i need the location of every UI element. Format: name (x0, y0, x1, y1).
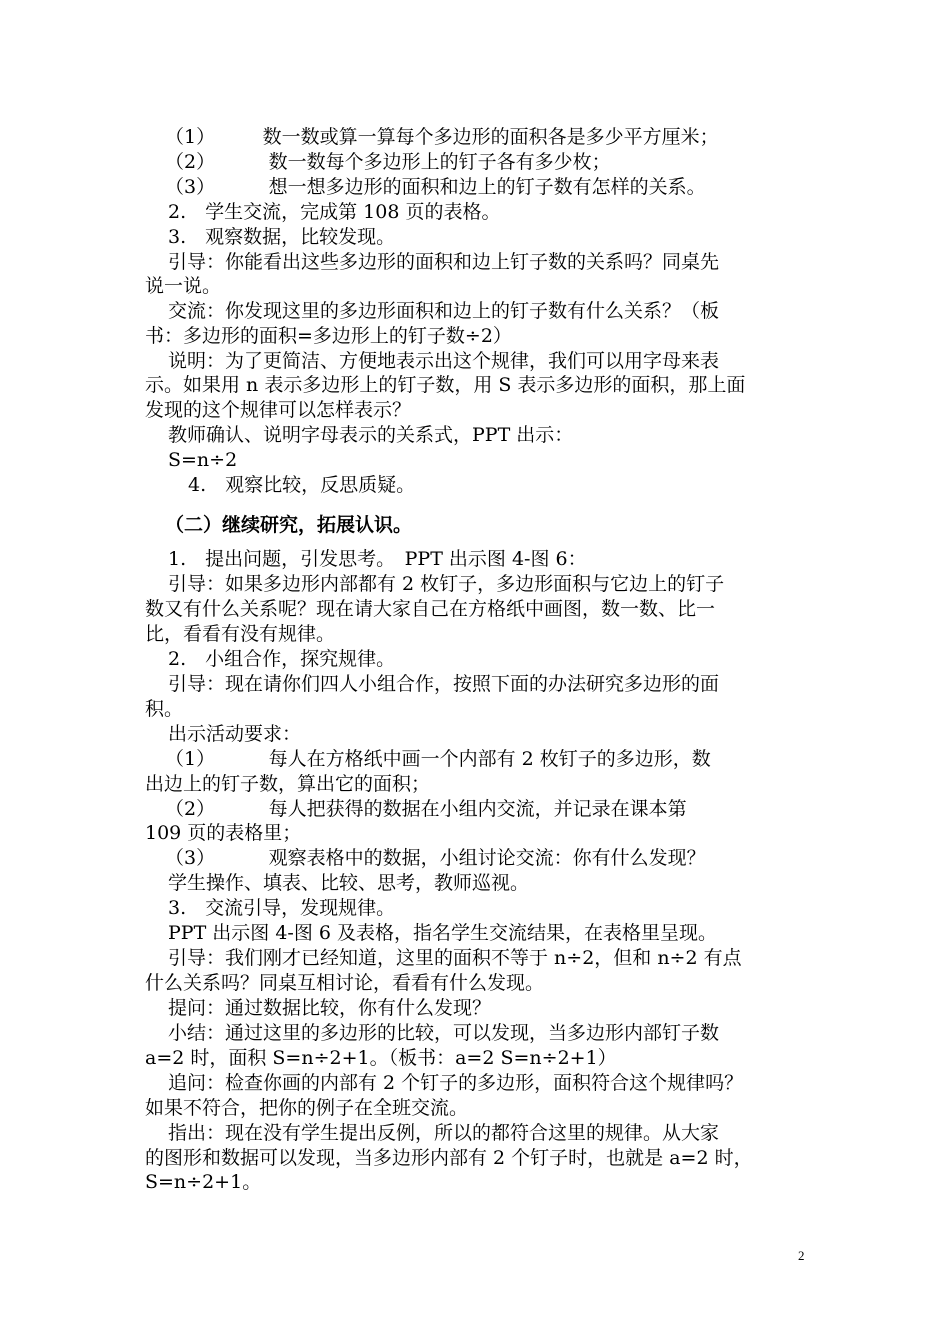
text-line: a=2 时，面积 S=n÷2+1。（板书：a=2 S=n÷2+1） (145, 1047, 617, 1069)
text-line: 追问：检查你画的内部有 2 个钉子的多边形，面积符合这个规律吗？ (168, 1072, 744, 1094)
text-line: 2. 小组合作，探究规律。 (168, 648, 396, 670)
text-line: S=n÷2+1。 (145, 1171, 262, 1193)
text-line: 引导：我们刚才已经知道，这里的面积不等于 n÷2，但和 n÷2 有点 (168, 947, 742, 969)
text-line: （1） 数一数或算一算每个多边形的面积各是多少平方厘米； (165, 126, 719, 148)
text-line: 小结：通过这里的多边形的比较，可以发现，当多边形内部钉子数 (168, 1022, 720, 1044)
text-line: 109 页的表格里； (145, 822, 302, 844)
page-number: 2 (798, 1248, 805, 1263)
text-line: 指出：现在没有学生提出反例，所以的都符合这里的规律。从大家 (168, 1122, 720, 1144)
text-line: S=n÷2 (168, 449, 238, 471)
text-line: 的图形和数据可以发现，当多边形内部有 2 个钉子时，也就是 a=2 时， (145, 1147, 753, 1169)
text-line: 提问：通过数据比较，你有什么发现？ (168, 997, 492, 1019)
text-line: 说明：为了更简洁、方便地表示出这个规律，我们可以用字母来表 (168, 350, 720, 372)
text-line: （1） 每人在方格纸中画一个内部有 2 枚钉子的多边形，数 (165, 748, 711, 770)
text-line: 书：多边形的面积=多边形上的钉子数÷2） (145, 325, 512, 347)
text-line: 引导：如果多边形内部都有 2 枚钉子，多边形面积与它边上的钉子 (168, 573, 725, 595)
text-line: 积。 (145, 698, 184, 720)
text-line: 出示活动要求： (168, 723, 302, 745)
text-line: 数又有什么关系呢？现在请大家自己在方格纸中画图，数一数、比一 (145, 598, 716, 620)
text-line: （2） 数一数每个多边形上的钉子各有多少枚； (165, 151, 611, 173)
text-line: 如果不符合，把你的例子在全班交流。 (145, 1097, 469, 1119)
text-line: （2） 每人把获得的数据在小组内交流，并记录在课本第 (165, 798, 687, 820)
text-line: 学生操作、填表、比较、思考，教师巡视。 (168, 872, 530, 894)
text-line: 什么关系吗？同桌互相讨论，看看有什么发现。 (145, 972, 545, 994)
text-line: 交流：你发现这里的多边形面积和边上的钉子数有什么关系？（板 (168, 300, 720, 322)
text-line: 说一说。 (145, 275, 222, 297)
text-line: 2. 学生交流，完成第 108 页的表格。 (168, 201, 501, 223)
text-line: 教师确认、说明字母表示的关系式，PPT 出示： (168, 424, 574, 446)
text-line: （3） 想一想多边形的面积和边上的钉子数有怎样的关系。 (165, 176, 706, 198)
section-heading: （二）继续研究，拓展认识。 (165, 514, 413, 536)
text-line: 比，看看有没有规律。 (145, 623, 336, 645)
text-line: 1. 提出问题，引发思考。 PPT 出示图 4-图 6： (168, 548, 587, 570)
text-line: 3. 观察数据，比较发现。 (168, 226, 396, 248)
text-line: 引导：你能看出这些多边形的面积和边上钉子数的关系吗？同桌先 (168, 251, 720, 273)
text-line: 引导：现在请你们四人小组合作，按照下面的办法研究多边形的面 (168, 673, 720, 695)
text-line: 4. 观察比较，反思质疑。 (188, 474, 416, 496)
text-line: 3. 交流引导，发现规律。 (168, 897, 396, 919)
text-line: （3） 观察表格中的数据，小组讨论交流：你有什么发现？ (165, 847, 706, 869)
text-line: PPT 出示图 4-图 6 及表格，指名学生交流结果，在表格里呈现。 (168, 922, 717, 944)
text-line: 发现的这个规律可以怎样表示？ (145, 399, 412, 421)
text-line: 示。如果用 n 表示多边形上的钉子数，用 S 表示多边形的面积，那上面 (145, 374, 746, 396)
text-line: 出边上的钉子数，算出它的面积； (145, 773, 431, 795)
